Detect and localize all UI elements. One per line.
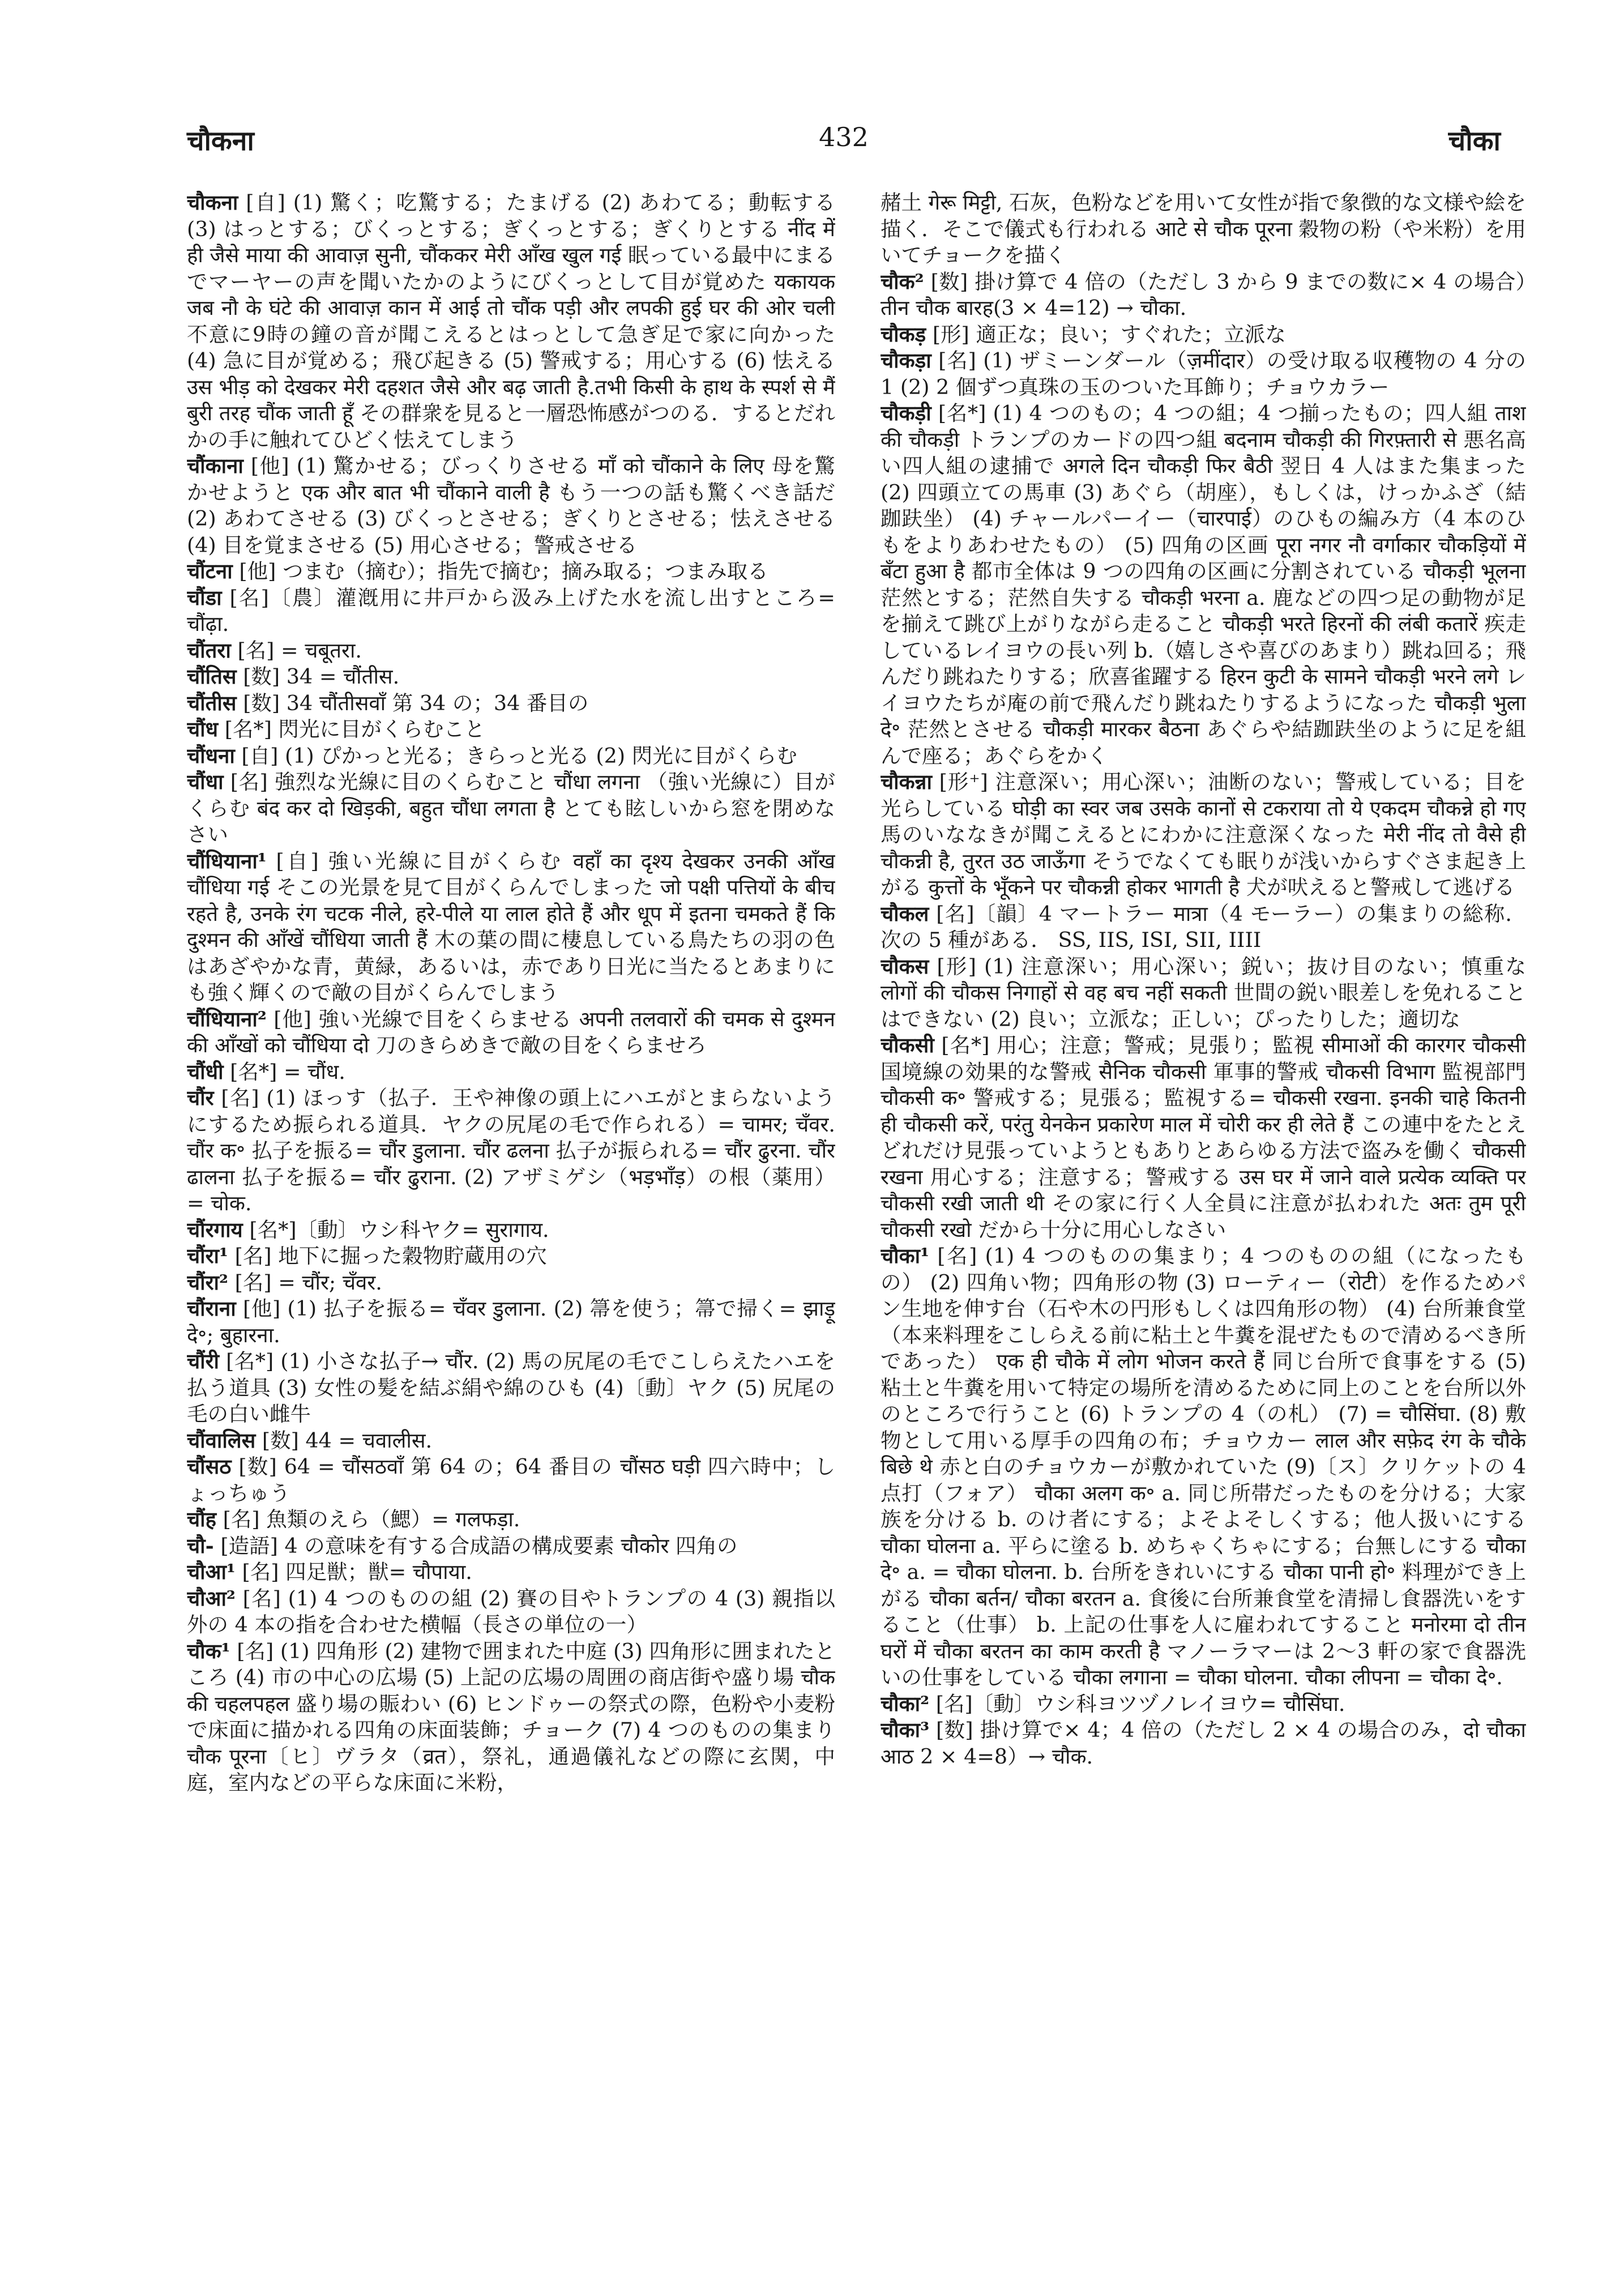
entry-definition: [名*] (1) 小さな払子→ चौंर. (2) 馬の尻尾の毛でこしらえたハエを払う道具 (3) 女性の髪を結ぶ絹や綿のひも (4)〔動〕ヤク (5) 尻尾の毛の白い雌牛 [187, 1349, 835, 1426]
entry-headword: चौकल [881, 901, 929, 926]
dictionary-entry [881, 901, 1526, 954]
entry-definition: [名] 魚類のえら（鰓）= गलफड़ा. [223, 1507, 520, 1531]
dictionary-entry [187, 585, 835, 638]
entry-definition: [名] 四足獣；獣= चौपाया. [242, 1560, 472, 1584]
dictionary-entry [187, 1006, 835, 1059]
entry-headword: चौंधियाना² [187, 1006, 267, 1031]
entry-headword: चौंडा [187, 585, 222, 610]
dictionary-entry [187, 1348, 835, 1428]
entry-headword: चौंधियाना¹ [187, 848, 267, 873]
dictionary-entry [187, 690, 835, 717]
entry-definition: [他] つまむ（摘む）；指先で摘む；摘み取る；つまみ取る [239, 559, 768, 583]
entry-definition: [自] (1) 驚く；吃驚する；たまげる (2) あわてる；動転する (3) はっとする；びくっとする；ぎくっとする；ぎくりとする नींद में ही जैसे माया की आवाज़ सुनी, चौंककर मेरी आँख खुल गई 眠っている最中にまるでマーヤーの声を聞いたかのようにびくっとして目が覚めた यकायक जब नौ के घंटे की आवाज़ कान में आई तो चौंक पड़ी और लपकी हुई घर की ओर चली 不意に9時の鐘の音が聞こえるとはっとして急ぎ足で家に向かった (4) 急に目が覚める；飛び起きる (5) 警戒する；用心する (6) 怯える उस भीड़ को देखकर मेरी दहशत जैसे और बढ़ जाती है.तभी किसी के हाथ के स्पर्श से मैं बुरी तरह चौंक जाती हूँ その群衆を見ると一層恐怖感がつのる．するとだれかの手に触れてひどく怯えてしまう [187, 190, 835, 452]
entry-definition: [名] (1) 4 つのものの集まり；4 つのものの組（になったもの） (2) 四角い物；四角形の物 (3) ローティー（रोटी）を作るためパン生地を伸す台（石や木の円形もしくは四角形の物） (4) 台所兼食堂（本来料理をこしらえる前に粘土と牛糞を混ぜたもので清めるべき所であった） एक ही चौके में लोग भोजन करते हैं 同じ台所で食事をする (5) 粘土と牛糞を用いて特定の場所を清めるために同上のことを台所以外のところで行うこと (6) トランプの 4（の札） (7) = चौसिंघा. (8) 敷物として用いる厚手の四角の布；チョウカー लाल और सफ़ेद रंग के चौके बिछे थे 赤と白のチョウカーが敷かれていた (9)〔ス〕クリケットの 4 点打（フォア） चौका अलग क॰ a. 同じ所帯だったものを分ける；大家族を分ける b. のけ者にする；よそよそしくする；他人扱いにする चौका घोलना a. 平らに塗る b. めちゃくちゃにする；台無しにする चौका दे॰ a. = चौका घोलना. b. 台所をきれいにする चौका पानी हो॰ 料理ができ上がる चौका बर्तन/ चौका बरतन a. 食後に台所兼食堂を清掃し食器洗いをすること（仕事） b. 上記の仕事を人に雇われてすること मनोरमा दो तीन घरों में चौका बरतन का काम करती है マノーラマーは 2〜3 軒の家で食器洗いの仕事をしている चौका लगाना = चौका घोलना. चौका लीपना = चौका दे॰. [881, 1244, 1526, 1689]
entry-headword: चौकड़ी [881, 401, 931, 425]
entry-headword: चौंरगाय [187, 1217, 243, 1242]
entry-definition: [名*] = चौंध. [230, 1059, 345, 1084]
entry-definition: [名*]〔動〕ウシ科ヤク= सुरागाय. [249, 1217, 549, 1242]
dictionary-entry [881, 1032, 1526, 1243]
entry-headword: चौका³ [881, 1718, 930, 1742]
entry-headword: चौंह [187, 1507, 217, 1531]
dictionary-entry [881, 400, 1526, 769]
entry-headword: चौंध [187, 717, 219, 741]
entry-headword: चौकना [187, 190, 238, 215]
left-column [187, 190, 835, 2183]
dictionary-entry [881, 348, 1526, 400]
entry-definition: [自] (1) ぴかっと光る；きらっと光る (2) 閃光に目がくらむ [241, 743, 797, 768]
entry-headword: चौका² [881, 1691, 930, 1716]
entry-headword: चौंरा¹ [187, 1244, 228, 1268]
dictionary-entry [881, 190, 1526, 269]
entry-definition: [数] 掛け算で× 4；4 倍の（ただし 2 × 4 の場合のみ，दो चौका आठ 2 × 4=8）→ चौक. [881, 1718, 1526, 1769]
entry-definition: [数] 64 = चौंसठवाँ 第 64 の；64 番目の चौंसठ घड़ी 四六時中；しょっちゅう [187, 1454, 835, 1505]
dictionary-entry [187, 1586, 835, 1638]
entry-headword: चौंतीस [187, 690, 237, 715]
dictionary-entry [881, 1243, 1526, 1691]
entry-definition: [名]〔韻〕4 マートラー मात्रा（4 モーラー）の集まりの総称．次の 5 種がある． SS, IIS, ISI, SII, IIII [881, 901, 1526, 952]
entry-definition: [名] 強烈な光線に目のくらむこと चौंधा लगना （強い光線に）目がくらむ बंद कर दो खिड़की, बहुत चौंधा लगता है とても眩しいから窓を閉めなさい [187, 770, 835, 847]
page-header [187, 122, 1501, 161]
entry-definition: [名] (1) 4 つのものの組 (2) 賽の目やトランプの 4 (3) 親指以外の 4 本の指を合わせた横幅（長さの単位の一） [187, 1586, 835, 1637]
dictionary-entry [187, 638, 835, 664]
entry-headword: चौंतरा [187, 638, 231, 663]
entry-definition: [数] 44 = चवालीस. [262, 1428, 433, 1453]
dictionary-entry [881, 322, 1526, 348]
entry-definition: [名*] 用心；注意；警戒；見張り；監視 सीमाओं की कारगर चौकसी 国境線の効果的な警戒 सैनिक चौकसी 軍事的警戒 चौकसी विभाग 監視部門 चौकसी क॰ 警戒する；見張る；監視する= चौकसी रखना. इनकी चाहे कितनी ही चौकसी करें, परंतु येनकेन प्रकारेण माल में चोरी कर ही लेते हैं この連中をたとえどれだけ見張っていようともありとあらゆる方法で盗みを働く चौकसी रखना 用心する；注意する；警戒する उस घर में जाने वाले प्रत्येक व्यक्ति पर चौकसी रखी जाती थी その家に行く人全員に注意が払われた अतः तुम पूरी चौकसी रखो だから十分に用心しなさい [881, 1033, 1526, 1242]
entry-headword: चौका¹ [881, 1244, 930, 1268]
dictionary-entry [187, 769, 835, 848]
entry-headword: चौकन्ना [881, 770, 932, 794]
entry-headword: चौंतिस [187, 664, 237, 689]
entry-headword: चौकड़ [881, 322, 926, 347]
dictionary-entry [187, 190, 835, 453]
entry-definition: [名] (1) ほっす（払子．王や神像の頭上にハエがとまらないようにするため振られる道具．ヤクの尻尾の毛で作られる）= चामर; चँवर. चौंर क॰ 払子を振る= चौंर डुलाना. चौंर ढलना 払子が振られる= चौंर ढुरना. चौंर ढालना 払子を振る= चौंर ढुराना. (2) アザミゲシ（भड़भाँड़）の根（薬用）= चोक. [187, 1086, 835, 1215]
entry-headword: चौंवालिस [187, 1428, 256, 1453]
entry-definition: [数] 掛け算で 4 倍の（ただし 3 から 9 までの数に× 4 の場合）तीन चौक बारह(3 × 4=12) → चौका. [881, 269, 1526, 320]
entry-headword: चौंरी [187, 1349, 220, 1373]
dictionary-entry [187, 1428, 835, 1454]
dictionary-entry [881, 954, 1526, 1033]
entry-definition: [形⁺] 注意深い；用心深い；油断のない；警戒している；目を光らしている घोड़ी का स्वर जब उसके कानों से टकराया तो ये एकदम चौकन्ने हो गए 馬のいななきが聞こえるとにわかに注意深くなった मेरी नींद तो वैसे ही चौकन्नी है, तुरत उठ जाऊँगा そうでなくても眠りが浅いからすぐさま起き上がる कुत्तों के भूँकने पर चौकन्नी होकर भागती है 犬が吠えると警戒して逃げる [881, 770, 1526, 899]
entry-headword: चौंटना [187, 559, 233, 583]
entry-headword: चौ- [187, 1533, 214, 1558]
right-guide-word: चौका [1448, 125, 1501, 157]
entry-definition: [名*] (1) 4 つのもの；4 つの組；4 つ揃ったもの；四人組 ताश की चौकड़ी トランプのカードの四つ組 बदनाम चौकड़ी की गिरफ़्तारी से 悪名高い四人組の逮捕で अगले दिन चौकड़ी फिर बैठी 翌日 4 人はまた集まった (2) 四頭立ての馬車 (3) あぐら（胡座），もしくは，けっかふざ（結跏趺坐） (4) チャールパーイー（चारपाई）のひもの編み方（4 本のひもをよりあわせたもの） (5) 四角の区画 पूरा नगर नौ वर्गाकार चौकड़ियों में बँटा हुआ है 都市全体は 9 つの四角の区画に分割されている चौकड़ी भूलना 茫然とする；茫然自失する चौकड़ी भरना a. 鹿などの四つ足の動物が足を揃えて跳び上がりながら走ること चौकड़ी भरते हिरनों की लंबी कतारें 疾走しているレイヨウの長い列 b.（嬉しさや喜びのあまり）跳ね回る；飛んだり跳ねたりする；欣喜雀躍する हिरन कुटी के सामने चौकड़ी भरने लगे レイヨウたちが庵の前で飛んだり跳ねたりするようになった चौकड़ी भुला दे॰ 茫然とさせる चौकड़ी मारकर बैठना あぐらや結跏趺坐のように足を組んで座る；あぐらをかく [881, 401, 1526, 768]
left-guide-word: चौकना [187, 125, 254, 157]
entry-definition: [名] 地下に掘った穀物貯蔵用の穴 [234, 1244, 547, 1268]
entry-headword: चौआ² [187, 1586, 236, 1611]
dictionary-entry [187, 664, 835, 690]
dictionary-entry [881, 769, 1526, 901]
dictionary-entry [187, 1085, 835, 1217]
entry-headword: चौंधना [187, 743, 235, 768]
dictionary-entry [187, 1533, 835, 1560]
entry-definition: [名] (1) 四角形 (2) 建物で囲まれた中庭 (3) 四角形に囲まれたところ (4) 市の中心の広場 (5) 上記の広場の周囲の商店街や盛り場 चौक की चहलपहल 盛り場の賑わい (6) ヒンドゥーの祭式の際，色粉や小麦粉で床面に描かれる四角の床面装飾；チョーク (7) 4 つのものの集まり चौक पूरना〔ヒ〕ヴラタ（व्रत），祭礼，通過儀礼などの際に玄関，中庭，室内などの平らな床面に米粉， [187, 1638, 835, 1795]
dictionary-entry [881, 1691, 1526, 1718]
entry-definition: [名*] 閃光に目がくらむこと [224, 717, 485, 741]
dictionary-entry [187, 1059, 835, 1086]
entry-definition: [自] 強い光線に目がくらむ वहाँ का दृश्य देखकर उनकी आँख चौंधिया गई そこの光景を見て目がくらんでしまった जो पक्षी पत्तियों के बीच रहते है, उनके रंग चटक नीले, हरे-पीले या लाल होते हैं और धूप में इतना चमकते हैं कि दुश्मन की आँखें चौंधिया जाती हैं 木の葉の間に棲息している鳥たちの羽の色はあざやかな青，黄緑，あるいは，赤であり日光に当たるとあまりにも強く輝くので敵の目がくらんでしまう [187, 848, 835, 1005]
entry-headword: चौक² [881, 269, 924, 294]
dictionary-entry [187, 716, 835, 743]
dictionary-entry [187, 1559, 835, 1586]
dictionary-entry [187, 1638, 835, 1796]
entry-definition: [造語] 4 の意味を有する合成語の構成要素 चौकोर 四角の [220, 1533, 738, 1558]
dictionary-entry [881, 1717, 1526, 1770]
entry-headword: चौकसी [881, 1033, 934, 1057]
dictionary-entry [187, 1506, 835, 1533]
entry-headword: चौक¹ [187, 1638, 230, 1663]
entry-headword: चौंराना [187, 1296, 236, 1321]
entry-definition: 赭土 गेरू मिट्टी, 石灰，色粉などを用いて女性が指で象徴的な文様や絵を描く．そこで儀式も行われる आटे से चौक पूरना 穀物の粉（や米粉）を用いてチョークを描く [881, 190, 1526, 267]
dictionary-entry [187, 848, 835, 1006]
dictionary-entry [187, 1454, 835, 1506]
entry-headword: चौंर [187, 1086, 214, 1110]
entry-headword: चौंधी [187, 1059, 224, 1084]
entry-definition: [名] = चौंर; चँवर. [234, 1270, 382, 1295]
dictionary-entry [187, 1270, 835, 1296]
dictionary-entry [187, 1296, 835, 1348]
entry-definition: [他] (1) 驚かせる；びっくりさせる माँ को चौंकाने के लिए 母を驚かせようと एक और बात भी चौंकाने वाली है もう一つの話も驚くべき話だ (2) あわてさせる (3) びくっとさせる；ぎくりとさせる；怯えさせる (4) 目を覚まさせる (5) 用心させる；警戒させる [187, 454, 835, 557]
entry-definition: [名]〔農〕灌漑用に井戸から汲み上げた水を流し出すところ= चौंढ़ा. [187, 585, 835, 636]
entry-headword: चौंकाना [187, 454, 243, 478]
entry-definition: [他] 強い光線で目をくらませる अपनी तलवारों की चमक से दुश्मन की आँखों को चौंधिया दो 刀のきらめきで敵の目をくらませろ [187, 1006, 835, 1057]
entry-headword: चौंधा [187, 770, 224, 794]
entry-definition: [名] = चबूतरा. [237, 638, 362, 663]
entry-headword: चौंसठ [187, 1454, 232, 1479]
entry-headword: चौआ¹ [187, 1560, 236, 1584]
entry-headword: चौकस [881, 954, 929, 979]
entry-definition: [名]〔動〕ウシ科ヨツヅノレイヨウ= चौसिंघा. [935, 1691, 1345, 1716]
entry-definition: [形] (1) 注意深い；用心深い；鋭い；抜け目のない；慎重な लोगों की चौकस निगाहों से वह बच नहीं सकती 世間の鋭い眼差しを免れることはできない (2) 良い；立派な；正しい；ぴったりした；適切な [881, 954, 1526, 1031]
entry-headword: चौकड़ा [881, 348, 931, 373]
entry-definition: [他] (1) 払子を振る= चँवर डुलाना. (2) 箒を使う；箒で掃く= झाड़ू दे॰; बुहारना. [187, 1296, 835, 1347]
dictionary-entry [187, 1217, 835, 1244]
entry-definition: [数] 34 चौंतीसवाँ 第 34 の；34 番目の [243, 690, 589, 715]
dictionary-entry [187, 558, 835, 585]
entry-definition: [形] 適正な；良い；すぐれた；立派な [932, 322, 1286, 347]
dictionary-entry [187, 743, 835, 770]
dictionary-entry [187, 453, 835, 558]
dictionary-entry [881, 269, 1526, 322]
entry-headword: चौंरा² [187, 1270, 228, 1295]
entry-definition: [名] (1) ザミーンダール（ज़मींदार）の受け取る収穫物の 4 分の 1 (2) 2 個ずつ真珠の玉のついた耳飾り；チョウカラー [881, 348, 1526, 399]
entry-definition: [数] 34 = चौंतीस. [243, 664, 400, 689]
dictionary-entry [187, 1243, 835, 1270]
right-column [881, 190, 1526, 2183]
page-number: 432 [819, 122, 869, 152]
